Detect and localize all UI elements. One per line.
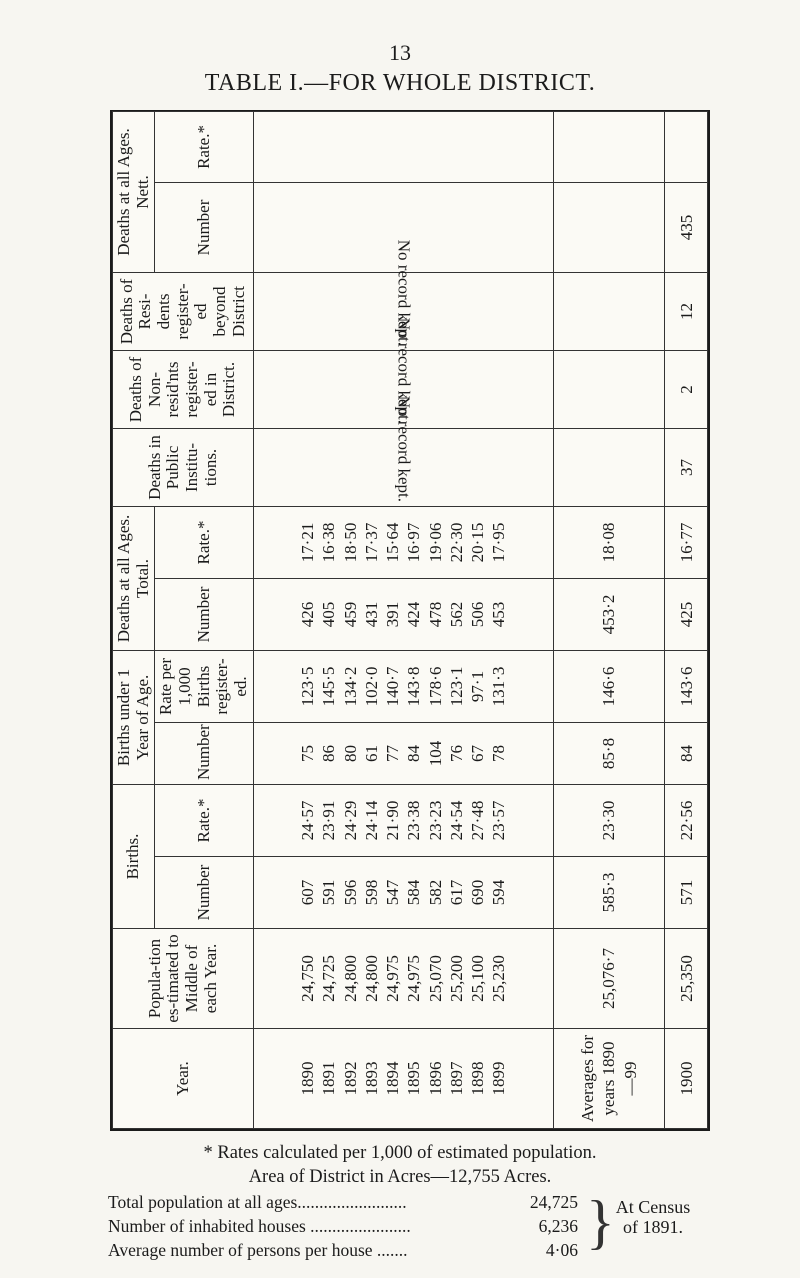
header-births-rate: Rate.* <box>155 785 253 857</box>
cell-deaths-total-rate: 16·77 <box>665 506 708 578</box>
census-value: 4·06 <box>545 1240 578 1260</box>
census-row-persons-per-house <box>108 1240 578 1262</box>
cell-infant-rate: 146·6 <box>553 650 665 722</box>
header-births: Births. <box>113 785 155 929</box>
cell-year: 1900 <box>665 1029 708 1129</box>
cell-infant-number: 85·8 <box>553 723 665 785</box>
header-year: Year. <box>113 1029 254 1129</box>
header-infant-number: Number <box>155 723 253 785</box>
header-population: Popula-tion es-timated to Middle of each Year. <box>113 929 254 1029</box>
header-deaths-total-number: Number <box>155 578 253 650</box>
no-record-text: No record kept. <box>393 239 413 346</box>
census-label: Number of inhabited houses ....................... <box>108 1216 411 1236</box>
cell-year: Averages for years 1890—99 <box>553 1029 665 1129</box>
census-value: 24,725 <box>529 1192 578 1212</box>
cell-public-institutions <box>553 428 665 506</box>
cell-deaths-total-number: 453·2 <box>553 578 665 650</box>
cell-births-rate: 24·57 23·91 24·29 24·14 21·90 23·38 23·23 24·54 27·48 23·57 <box>253 785 553 857</box>
header-births-number: Number <box>155 857 253 929</box>
cell-infant-number: 84 <box>665 723 708 785</box>
census-row-houses <box>108 1216 578 1238</box>
header-deaths-nett: Deaths at all Ages. Nett. <box>113 111 155 272</box>
cell-births-rate: 23·30 <box>553 785 665 857</box>
header-deaths-total: Deaths at all Ages. Total. <box>113 506 155 650</box>
rotated-table-container <box>112 112 708 1129</box>
table-row <box>253 111 553 1128</box>
census-row-population <box>108 1192 578 1214</box>
header-residents-beyond: Deaths of Resi-dents register-ed beyond District <box>113 272 254 350</box>
cell-year: 1890 1891 1892 1893 1894 1895 1896 1897 1898 1899 <box>253 1029 553 1129</box>
cell-deaths-total-number: 425 <box>665 578 708 650</box>
cell-deaths-total-rate: 18·08 <box>553 506 665 578</box>
header-public-institutions: Deaths in Public Institu-tions. <box>113 428 254 506</box>
cell-infant-rate: 143·6 <box>665 650 708 722</box>
census-label: Average number of persons per house ....... <box>108 1240 408 1260</box>
cell-nett-rate <box>253 111 553 182</box>
cell-non-residents <box>253 317 553 428</box>
brace-icon: } <box>586 1189 615 1255</box>
cell-infant-rate: 123·5 145·5 134·2 102·0 140·7 143·8 178·6 123·1 97·1 131·3 <box>253 650 553 722</box>
cell-residents-beyond <box>253 239 553 350</box>
rates-footnote: * Rates calculated per 1,000 of estimated population. <box>203 1143 597 1163</box>
header-infant-rate: Rate per 1,000 Births register-ed. <box>155 650 253 722</box>
cell-non-residents: 2 <box>665 350 708 428</box>
header-nett-rate: Rate.* <box>155 111 253 182</box>
cell-births-number: 571 <box>665 857 708 929</box>
cell-deaths-total-rate: 17·21 16·38 18·50 17·37 15·64 16·97 19·06 22·30 20·15 17·95 <box>253 506 553 578</box>
cell-public-institutions <box>253 395 553 506</box>
area-note: Area of District in Acres—12,755 Acres. <box>248 1167 552 1187</box>
cell-births-number: 585·3 <box>553 857 665 929</box>
statistics-table <box>112 111 708 1129</box>
census-label: Total population at all ages......................... <box>108 1192 407 1212</box>
cell-births-rate: 22·56 <box>665 785 708 857</box>
cell-population: 25,350 <box>665 929 708 1029</box>
cell-nett-rate <box>665 111 708 182</box>
cell-non-residents <box>553 350 665 428</box>
table-title: TABLE I.—FOR WHOLE DISTRICT. <box>204 70 596 96</box>
no-record-text: No record kept. <box>393 395 413 502</box>
cell-population: 24,750 24,725 24,800 24,800 24,975 24,975 25,070 25,200 25,100 25,230 <box>253 929 553 1029</box>
table-frame <box>110 110 710 1131</box>
header-infant-deaths: Births under 1 Year of Age. <box>113 650 155 784</box>
table-row-1900 <box>665 111 708 1128</box>
no-record-text: No record kept. <box>393 317 413 424</box>
cell-public-institutions: 37 <box>665 428 708 506</box>
cell-deaths-total-number: 426 405 459 431 391 424 478 562 506 453 <box>253 578 553 650</box>
census-note: At Census of 1891. <box>615 1197 691 1237</box>
cell-residents-beyond <box>553 272 665 350</box>
header-non-residents: Deaths of Non-resid'nts register-ed in District. <box>113 350 254 428</box>
census-summary <box>108 1189 698 1272</box>
cell-nett-rate <box>553 111 665 182</box>
header-deaths-total-rate: Rate.* <box>155 506 253 578</box>
page-number: 13 <box>389 40 411 65</box>
cell-nett-number <box>553 182 665 272</box>
cell-infant-number: 75 86 80 61 77 84 104 76 67 78 <box>253 723 553 785</box>
census-value: 6,236 <box>538 1216 578 1236</box>
table-row-averages <box>553 111 665 1128</box>
header-nett-number: Number <box>155 182 253 272</box>
cell-population: 25,076·7 <box>553 929 665 1029</box>
cell-nett-number: 435 <box>665 182 708 272</box>
cell-births-number: 607 591 596 598 547 584 582 617 690 594 <box>253 857 553 929</box>
cell-residents-beyond: 12 <box>665 272 708 350</box>
